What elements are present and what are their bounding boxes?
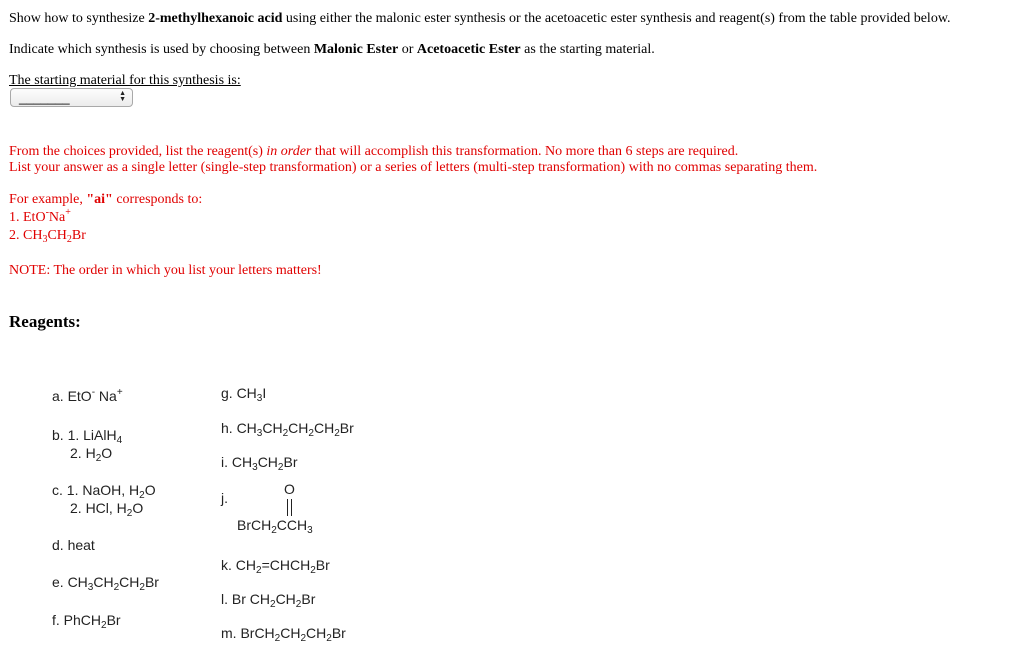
rh-d: CH xyxy=(313,420,335,436)
rm-s1: 2 xyxy=(274,633,281,644)
rb-line2 xyxy=(52,444,122,462)
q2-post: as the starting material. xyxy=(520,42,655,57)
reagent-b xyxy=(52,426,122,462)
rj-b: CCH xyxy=(276,517,308,533)
starting-material-select[interactable] xyxy=(10,88,133,107)
rc-line2 xyxy=(52,499,156,517)
rc-2a: 2. HCl, H xyxy=(70,500,127,516)
re-a: e. CH xyxy=(52,574,88,590)
reagent-c xyxy=(52,481,156,517)
rm-a: m. BrCH xyxy=(221,625,275,641)
q2-text: Indicate which synthesis is used by choosing between xyxy=(9,42,314,57)
rk-s2: 2 xyxy=(310,565,316,576)
rl-b: CH xyxy=(275,591,296,607)
reagent-f xyxy=(52,611,121,629)
instruction-line-1 xyxy=(9,143,738,160)
rh-e: Br xyxy=(339,420,354,436)
rg-b: I xyxy=(262,385,267,401)
rb-line1 xyxy=(52,426,122,444)
select-arrows-icon: ▲ ▼ xyxy=(119,90,126,103)
reagents-heading: Reagents: xyxy=(9,312,81,331)
rc-1s: 2 xyxy=(139,490,145,501)
target-compound: 2-methylhexanoic acid xyxy=(148,11,283,26)
instr-text-cont: that will accomplish this transformation. No more than 6 steps are required. xyxy=(311,144,739,159)
rb-2s: 2 xyxy=(95,453,102,464)
rm-b: CH xyxy=(280,625,301,641)
rm-d: Br xyxy=(331,625,346,641)
reagent-a xyxy=(52,387,123,405)
rf-s1: 2 xyxy=(101,620,107,631)
rj-s2: 3 xyxy=(307,525,313,536)
rc-2b: O xyxy=(132,500,144,516)
instruction-line-2: List your answer as a single letter (single-step transformation) or a series of letters (multi-step transformation) with no commas separating them. xyxy=(9,160,818,175)
reagent-l xyxy=(221,590,315,608)
rl-s1: 2 xyxy=(270,599,276,610)
rh-s2: 2 xyxy=(282,428,289,439)
rl-a: l. Br CH xyxy=(221,591,270,607)
rh-s1: 3 xyxy=(256,428,263,439)
rb-2a: 2. H xyxy=(70,445,96,461)
reagent-h xyxy=(221,419,354,437)
rc-1a: c. 1. NaOH, H xyxy=(52,482,140,498)
rb-1a: b. 1. LiAlH xyxy=(52,427,117,443)
rk-c: Br xyxy=(315,557,330,573)
rl-s2: 2 xyxy=(295,599,302,610)
select-value: _______ xyxy=(19,90,70,105)
reagent-d: d. heat xyxy=(52,537,95,553)
rm-s3: 2 xyxy=(326,633,332,644)
rf-a: f. PhCH xyxy=(52,612,102,628)
reagent-j-structure xyxy=(237,481,347,541)
rg-a: g. CH xyxy=(221,385,257,401)
rj-s1: 2 xyxy=(271,525,277,536)
ra-sup2: + xyxy=(116,387,123,398)
ex1-b: Na xyxy=(48,210,66,225)
rc-line1 xyxy=(52,481,156,499)
instr-text: From the choices provided, list the reagent(s) xyxy=(9,144,267,159)
rm-s2: 2 xyxy=(300,633,307,644)
rb-1s: 4 xyxy=(116,435,123,446)
re-s3: 2 xyxy=(139,582,145,593)
ex2-s1: 3 xyxy=(42,234,48,245)
reagent-k xyxy=(221,556,330,574)
ex1-a: 1. EtO xyxy=(9,210,46,225)
reagent-g xyxy=(221,384,266,402)
ex2-c: Br xyxy=(71,228,86,243)
reagent-j-chain xyxy=(237,517,313,536)
ra-2: Na xyxy=(95,388,117,404)
rh-a: h. CH xyxy=(221,420,257,436)
reagent-j-label: j. xyxy=(221,490,228,506)
instr-emphasis: in order xyxy=(266,144,312,159)
rg-s1: 3 xyxy=(256,393,263,404)
rk-s1: 2 xyxy=(256,565,262,576)
ri-s1: 3 xyxy=(252,462,258,473)
ex1-sup1: - xyxy=(45,207,49,218)
starting-material-label: The starting material for this synthesis is: xyxy=(9,73,241,88)
rh-s4: 2 xyxy=(334,428,340,439)
ex2-b: CH xyxy=(47,228,67,243)
example-letters: "ai" xyxy=(86,192,113,207)
ex2-a: 2. CH xyxy=(9,228,43,243)
rb-2b: O xyxy=(101,445,113,461)
example-step-1 xyxy=(9,209,71,226)
rk-b: =CHCH xyxy=(261,557,311,573)
example-line xyxy=(9,191,202,208)
re-s1: 3 xyxy=(87,582,94,593)
option-acetoacetic: Acetoacetic Ester xyxy=(416,42,521,57)
ex2-s2: 2 xyxy=(66,234,72,245)
example-pre: For example, xyxy=(9,192,87,207)
question-line-2 xyxy=(9,41,655,58)
rm-c: CH xyxy=(306,625,327,641)
ex1-sup2: + xyxy=(65,207,71,218)
rf-b: Br xyxy=(106,612,121,628)
ra-sup1: - xyxy=(91,387,96,398)
option-malonic: Malonic Ester xyxy=(313,42,399,57)
carbonyl-oxygen: O xyxy=(284,481,295,497)
rh-b: CH xyxy=(262,420,283,436)
rc-2s: 2 xyxy=(126,508,133,519)
rc-1b: O xyxy=(144,482,156,498)
re-c: CH xyxy=(119,574,140,590)
example-post: corresponds to: xyxy=(112,192,203,207)
question-text-cont: using either the malonic ester synthesis or the acetoacetic ester synthesis and reagent(s) from the table provided below. xyxy=(282,11,951,26)
re-b: CH xyxy=(93,574,114,590)
rh-s3: 2 xyxy=(308,428,314,439)
rh-c: CH xyxy=(288,420,309,436)
double-bond-line-2 xyxy=(291,499,292,516)
question-line-1 xyxy=(9,10,951,27)
reagent-i xyxy=(221,453,297,471)
rk-a: k. CH xyxy=(221,557,256,573)
ri-s2: 2 xyxy=(277,462,284,473)
re-s2: 2 xyxy=(113,582,120,593)
q2-or: or xyxy=(398,42,417,57)
reagent-e xyxy=(52,573,159,591)
rl-c: Br xyxy=(301,591,316,607)
note-text: NOTE: The order in which you list your letters matters! xyxy=(9,263,322,278)
question-text: Show how to synthesize xyxy=(9,11,149,26)
ra-1: a. EtO xyxy=(52,388,92,404)
reagent-m xyxy=(221,624,346,642)
ri-b: CH xyxy=(257,454,278,470)
double-bond-line-1 xyxy=(287,499,288,516)
example-step-2 xyxy=(9,227,86,244)
rj-a: BrCH xyxy=(237,517,272,533)
ri-c: Br xyxy=(283,454,298,470)
ri-a: i. CH xyxy=(221,454,253,470)
re-d: Br xyxy=(144,574,159,590)
